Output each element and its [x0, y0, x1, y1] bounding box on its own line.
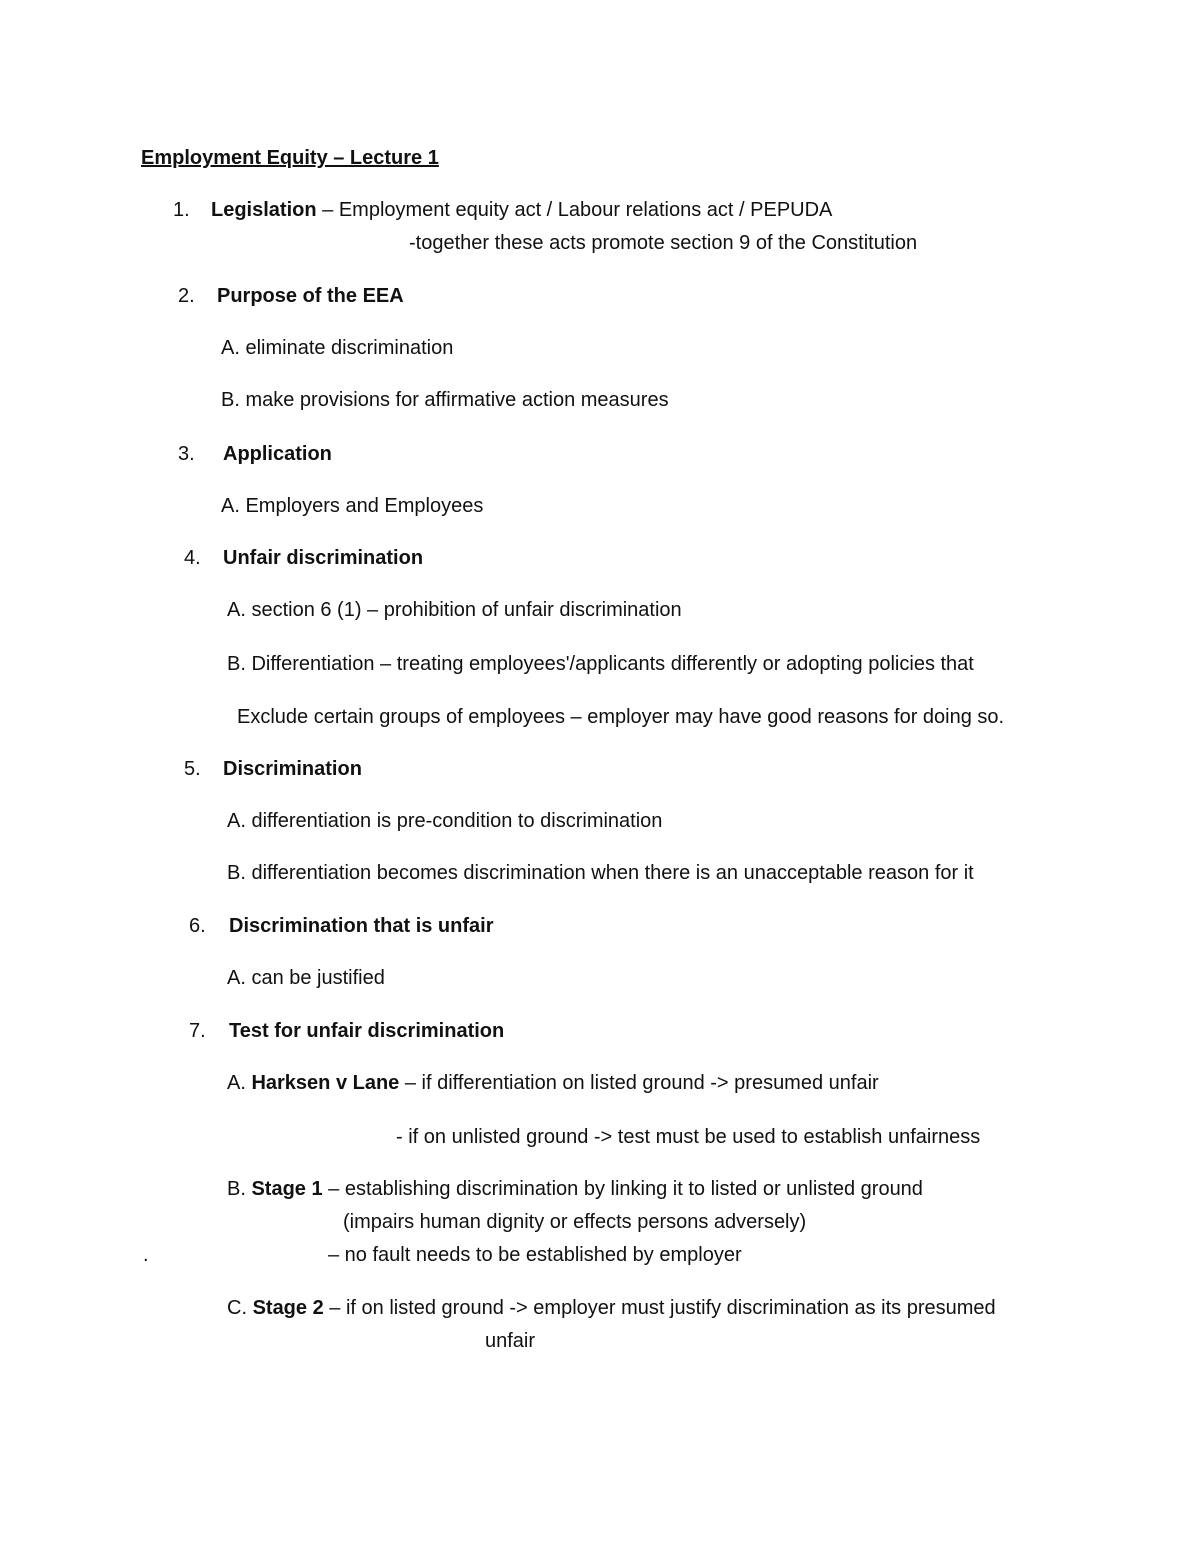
- document-title: Employment Equity – Lecture 1: [141, 147, 439, 169]
- item-2-point-a: A. eliminate discrimination: [221, 337, 454, 359]
- item-7-point-b-continuation-1: (impairs human dignity or effects persons adversely): [343, 1211, 807, 1233]
- item-7-point-a-prefix: A.: [227, 1072, 252, 1094]
- stray-dot: .: [143, 1244, 149, 1266]
- item-7-point-b-prefix: B.: [227, 1178, 252, 1200]
- item-5-point-a: A. differentiation is pre-condition to discrimination: [227, 810, 663, 832]
- item-7-point-a-text: – if differentiation on listed ground -> presumed unfair: [399, 1072, 879, 1094]
- item-7-number: 7.: [189, 1020, 206, 1042]
- item-4-number: 4.: [184, 547, 201, 569]
- item-7-point-b: [227, 1177, 923, 1201]
- item-7-point-a: [227, 1071, 879, 1095]
- item-6-number: 6.: [189, 915, 206, 937]
- item-4-point-b-continuation: Exclude certain groups of employees – employer may have good reasons for doing so.: [237, 706, 1005, 728]
- item-5-point-b: B. differentiation becomes discrimination when there is an unacceptable reason for it: [227, 862, 974, 884]
- item-5-number: 5.: [184, 758, 201, 780]
- item-7-point-a-continuation: - if on unlisted ground -> test must be used to establish unfairness: [396, 1126, 981, 1148]
- item-7-point-b-text: – establishing discrimination by linking it to listed or unlisted ground: [322, 1178, 923, 1200]
- item-2-heading: Purpose of the EEA: [217, 285, 404, 307]
- item-7-point-b-continuation-2: – no fault needs to be established by employer: [328, 1244, 742, 1266]
- item-7-heading: Test for unfair discrimination: [229, 1020, 505, 1042]
- item-7-point-c-text: – if on listed ground -> employer must justify discrimination as its presumed: [323, 1297, 996, 1319]
- item-1-continuation: -together these acts promote section 9 of the Constitution: [409, 232, 918, 254]
- item-6-point-a: A. can be justified: [227, 967, 385, 989]
- item-1-text: – Employment equity act / Labour relations act / PEPUDA: [316, 199, 833, 221]
- item-5-heading: Discrimination: [223, 758, 362, 780]
- item-1-line: [211, 198, 832, 222]
- item-1-heading: Legislation: [211, 199, 317, 221]
- item-7-point-c-prefix: C.: [227, 1297, 253, 1319]
- item-7-stage-1: Stage 1: [251, 1178, 323, 1200]
- item-7-case-name: Harksen v Lane: [251, 1072, 400, 1094]
- item-7-point-c-continuation: unfair: [485, 1330, 536, 1352]
- item-2-point-b: B. make provisions for affirmative action measures: [221, 389, 669, 411]
- item-7-point-c: [227, 1296, 996, 1320]
- item-3-number: 3.: [178, 443, 195, 465]
- item-2-number: 2.: [178, 285, 195, 307]
- item-4-heading: Unfair discrimination: [223, 547, 424, 569]
- item-4-point-b: B. Differentiation – treating employees'/applicants differently or adopting policies that: [227, 653, 974, 675]
- item-4-point-a: A. section 6 (1) – prohibition of unfair discrimination: [227, 599, 682, 621]
- item-7-stage-2: Stage 2: [252, 1297, 324, 1319]
- item-3-point-a: A. Employers and Employees: [221, 495, 484, 517]
- item-6-heading: Discrimination that is unfair: [229, 915, 494, 937]
- item-1-number: 1.: [173, 199, 190, 221]
- item-3-heading: Application: [223, 443, 332, 465]
